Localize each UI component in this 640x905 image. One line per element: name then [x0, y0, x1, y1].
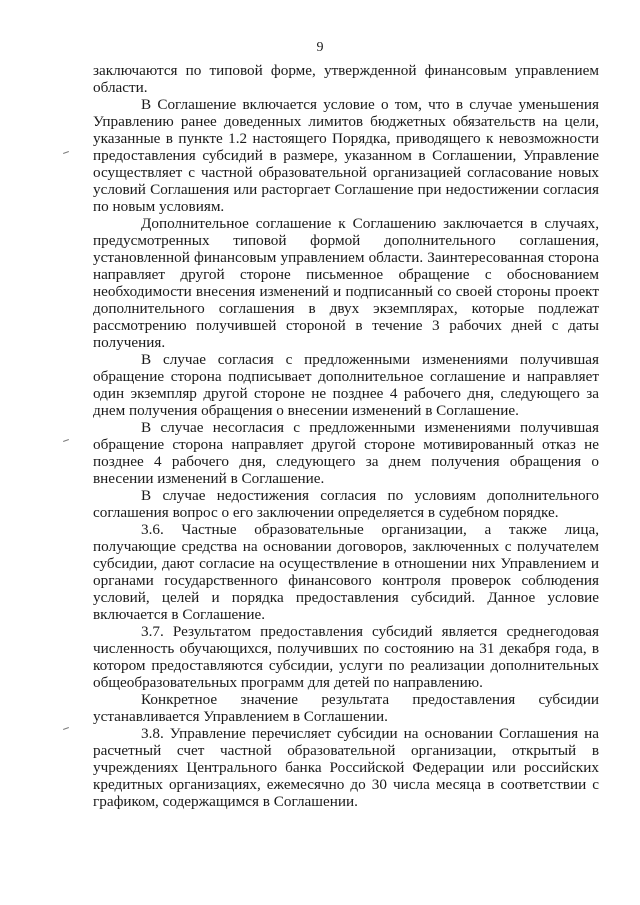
paragraph-3-7: 3.7. Результатом предоставления субсидий является среднегодовая численность обучающихся, получивших по состоянию на 31 декабря года, в котором предоставляются субсидии, услуги по реализации дополнительных общеобразовательных программ для детей по направлению.	[93, 623, 599, 691]
paragraph-result-value: Конкретное значение результата предоставления субсидии устанавливается Управлением в Соглашении.	[93, 691, 599, 725]
margin-mark	[63, 727, 69, 730]
page-number: 9	[316, 40, 324, 55]
margin-mark	[63, 151, 69, 154]
paragraph-3-8: 3.8. Управление перечисляет субсидии на основании Соглашения на расчетный счет частной образовательной организации, открытый в учреждениях Центрального банка Российской Федерации или российских кредитных организациях, ежемесячно до 30 числа месяца в соответствии с графиком, содержащимся в Соглашении.	[93, 725, 599, 810]
paragraph-no-agreement: В случае недостижения согласия по условиям дополнительного соглашения вопрос о его заключении определяется в судебном порядке.	[93, 487, 599, 521]
document-body	[93, 62, 599, 810]
paragraph-disagreement: В случае несогласия с предложенными изменениями получившая обращение сторона направляет другой стороне мотивированный отказ не позднее 4 рабочего дня, следующего за днем получения обращения о внесении изменений в Соглашение.	[93, 419, 599, 487]
margin-mark	[63, 439, 69, 442]
paragraph-additional-agreement: Дополнительное соглашение к Соглашению заключается в случаях, предусмотренных типовой формой дополнительного соглашения, установленной финансовым управлением области. Заинтересованная сторона направляет другой стороне письменное обращение с обоснованием необходимости внесения изменений и подписанный со своей стороны проект дополнительного соглашения в двух экземплярах, которые подлежат рассмотрению получившей стороной в течение 3 рабочих дней с даты получения.	[93, 215, 599, 351]
paragraph-continuation: заключаются по типовой форме, утвержденной финансовым управлением области.	[93, 62, 599, 96]
paragraph-3-6: 3.6. Частные образовательные организации, а также лица, получающие средства на основании договоров, заключенных с получателем субсидии, дают согласие на осуществление в отношении них Управлением и органами государственного финансового контроля проверок соблюдения условий, целей и порядка предоставления субсидий. Данное условие включается в Соглашение.	[93, 521, 599, 623]
paragraph-consent: В случае согласия с предложенными изменениями получившая обращение сторона подписывает дополнительное соглашение и направляет один экземпляр другой стороне не позднее 4 рабочего дня, следующего за днем получения обращения о внесении изменений в Соглашение.	[93, 351, 599, 419]
paragraph-budget-limits: В Соглашение включается условие о том, что в случае уменьшения Управлению ранее доведенных лимитов бюджетных обязательств на цели, указанные в пункте 1.2 настоящего Порядка, приводящего к невозможности предоставления субсидий в размере, указанном в Соглашении, Управление осуществляет с частной образовательной организацией согласование новых условий Соглашения или расторгает Соглашение при недостижении согласия по новым условиям.	[93, 96, 599, 215]
